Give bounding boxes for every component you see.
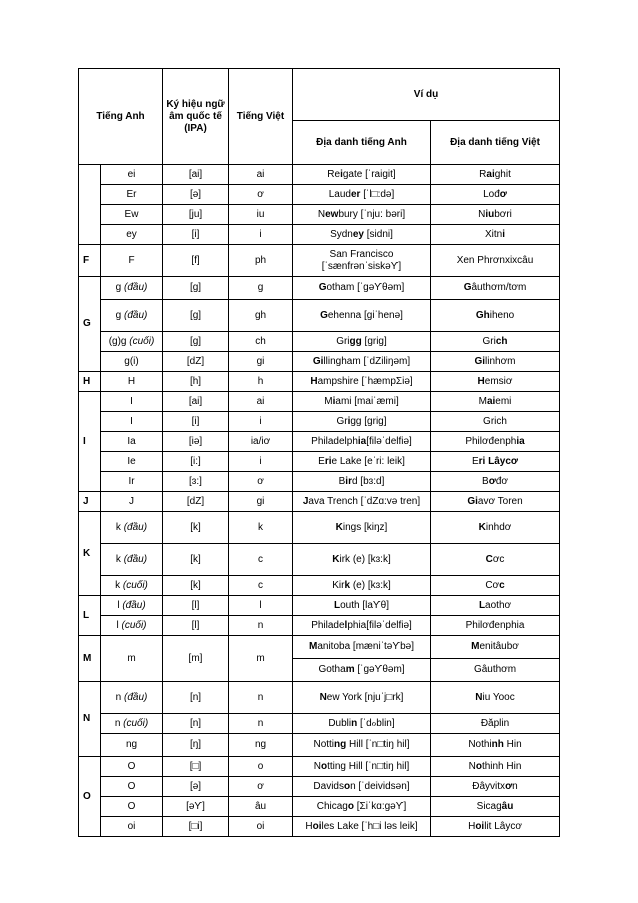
table-row: [79, 452, 560, 472]
place-en-cell: New York [njuˈj□rk]: [293, 682, 431, 714]
vietnamese-cell: âu: [229, 797, 293, 817]
phonetic-table: [78, 68, 560, 837]
ipa-cell: [k]: [163, 512, 229, 544]
table-row: [79, 636, 560, 659]
english-cell: k (đầu): [101, 512, 163, 544]
place-vi-cell: Kinhdơ: [431, 512, 560, 544]
table-row: [79, 817, 560, 837]
english-cell: Ia: [101, 432, 163, 452]
letter-cell: O: [79, 757, 101, 837]
table-row: [79, 734, 560, 757]
place-en-cell: Gotham [ˈgəƳθəm]: [293, 659, 431, 682]
vietnamese-cell: i: [229, 412, 293, 432]
ipa-cell: [ə]: [163, 185, 229, 205]
ipa-cell: [n]: [163, 682, 229, 714]
table-row: [79, 392, 560, 412]
place-en-cell: Philadelphia[filəˈdelfiə]: [293, 432, 431, 452]
vietnamese-cell: n: [229, 616, 293, 636]
place-vi-cell: Lođơ: [431, 185, 560, 205]
table-row: [79, 165, 560, 185]
ipa-cell: [dZ]: [163, 352, 229, 372]
english-cell: O: [101, 777, 163, 797]
place-vi-cell: Gilinhơm: [431, 352, 560, 372]
vietnamese-cell: c: [229, 576, 293, 596]
place-en-cell: Grigg [grig]: [293, 412, 431, 432]
vietnamese-cell: i: [229, 225, 293, 245]
place-vi-cell: Gâuthơm: [431, 659, 560, 682]
letter-cell: [79, 165, 101, 245]
english-cell: k (cuối): [101, 576, 163, 596]
place-en-cell: Notting Hill [ˈn□tiŋ hil]: [293, 757, 431, 777]
vietnamese-cell: ph: [229, 245, 293, 277]
vietnamese-cell: gi: [229, 492, 293, 512]
english-cell: Ir: [101, 472, 163, 492]
place-vi-cell: Menitâubơ: [431, 636, 560, 659]
place-vi-cell: Hemsiơ: [431, 372, 560, 392]
ipa-cell: [ŋ]: [163, 734, 229, 757]
place-en-cell: Manitoba [mæniˈtəƳbə]: [293, 636, 431, 659]
place-vi-cell: Hoilit Lâycơ: [431, 817, 560, 837]
table-row: [79, 332, 560, 352]
place-vi-cell: Grich: [431, 412, 560, 432]
vietnamese-cell: ai: [229, 165, 293, 185]
vietnamese-cell: iu: [229, 205, 293, 225]
place-vi-cell: Đâyvitxơn: [431, 777, 560, 797]
vietnamese-cell: o: [229, 757, 293, 777]
vietnamese-cell: c: [229, 544, 293, 576]
place-en-cell: Louth [laƳθ]: [293, 596, 431, 616]
vietnamese-cell: gi: [229, 352, 293, 372]
table-body: [79, 165, 560, 837]
place-vi-cell: Sicagâu: [431, 797, 560, 817]
header-place-vi: Địa danh tiếng Việt: [431, 121, 560, 165]
place-en-cell: San Francisco [ˈsænfrənˈsiskəƳ]: [293, 245, 431, 277]
ipa-cell: [i]: [163, 412, 229, 432]
place-vi-cell: Gâuthơm/tơm: [431, 277, 560, 300]
ipa-cell: [□]: [163, 757, 229, 777]
table-row: [79, 472, 560, 492]
place-vi-cell: Xitni: [431, 225, 560, 245]
place-en-cell: Kings [kiŋz]: [293, 512, 431, 544]
english-cell: ng: [101, 734, 163, 757]
table-row: [79, 300, 560, 332]
ipa-cell: [□i]: [163, 817, 229, 837]
place-en-cell: Lauder [ˈl□:də]: [293, 185, 431, 205]
letter-cell: H: [79, 372, 101, 392]
table-row: [79, 205, 560, 225]
table-row: [79, 596, 560, 616]
ipa-cell: [ɜ:]: [163, 472, 229, 492]
vietnamese-cell: ng: [229, 734, 293, 757]
english-cell: O: [101, 757, 163, 777]
place-vi-cell: Philơđenphia: [431, 432, 560, 452]
place-en-cell: Reigate [ˈraigit]: [293, 165, 431, 185]
table-row: [79, 576, 560, 596]
ipa-cell: [n]: [163, 714, 229, 734]
place-vi-cell: Niubơri: [431, 205, 560, 225]
vietnamese-cell: g: [229, 277, 293, 300]
vietnamese-cell: ơ: [229, 185, 293, 205]
vietnamese-cell: n: [229, 714, 293, 734]
place-en-cell: Grigg [grig]: [293, 332, 431, 352]
header-ipa: Ký hiệu ngữ âm quốc tế (IPA): [163, 69, 229, 165]
place-vi-cell: Niu Yooc: [431, 682, 560, 714]
letter-cell: K: [79, 512, 101, 596]
ipa-cell: [l]: [163, 616, 229, 636]
place-vi-cell: Raighit: [431, 165, 560, 185]
place-en-cell: Chicago [Σiˈkɑ:gəƳ]: [293, 797, 431, 817]
english-cell: F: [101, 245, 163, 277]
ipa-cell: [m]: [163, 636, 229, 682]
table-row: [79, 432, 560, 452]
table-row: [79, 492, 560, 512]
place-en-cell: Newbury [ˈnju: bəri]: [293, 205, 431, 225]
english-cell: J: [101, 492, 163, 512]
english-cell: ey: [101, 225, 163, 245]
table-row: [79, 616, 560, 636]
english-cell: l (cuối): [101, 616, 163, 636]
vietnamese-cell: ơ: [229, 777, 293, 797]
table-row: [79, 757, 560, 777]
english-cell: g(i): [101, 352, 163, 372]
place-en-cell: Kirk (e) [kɜ:k]: [293, 576, 431, 596]
table-row: [79, 352, 560, 372]
place-vi-cell: Philơđenphia: [431, 616, 560, 636]
ipa-cell: [g]: [163, 332, 229, 352]
ipa-cell: [əƳ]: [163, 797, 229, 817]
ipa-cell: [ju]: [163, 205, 229, 225]
table-row: [79, 797, 560, 817]
place-en-cell: Davidson [ˈdeividsən]: [293, 777, 431, 797]
ipa-cell: [g]: [163, 277, 229, 300]
place-en-cell: Miami [maiˈæmi]: [293, 392, 431, 412]
english-cell: I: [101, 392, 163, 412]
ipa-cell: [dZ]: [163, 492, 229, 512]
letter-cell: L: [79, 596, 101, 636]
header-examples: Ví dụ: [293, 69, 560, 121]
vietnamese-cell: h: [229, 372, 293, 392]
vietnamese-cell: ch: [229, 332, 293, 352]
place-en-cell: Dublin [ˈdℴblin]: [293, 714, 431, 734]
vietnamese-cell: gh: [229, 300, 293, 332]
table-row: [79, 714, 560, 734]
ipa-cell: [l]: [163, 596, 229, 616]
english-cell: oi: [101, 817, 163, 837]
english-cell: m: [101, 636, 163, 682]
place-vi-cell: Nothinh Hin: [431, 757, 560, 777]
vietnamese-cell: n: [229, 682, 293, 714]
ipa-cell: [ai]: [163, 392, 229, 412]
english-cell: g (đầu): [101, 300, 163, 332]
place-en-cell: Hoiles Lake [ˈh□i ləs leik]: [293, 817, 431, 837]
english-cell: g (đầu): [101, 277, 163, 300]
place-vi-cell: Maiemi: [431, 392, 560, 412]
ipa-cell: [i]: [163, 225, 229, 245]
place-en-cell: Philadelphia[filəˈdelfiə]: [293, 616, 431, 636]
vietnamese-cell: oi: [229, 817, 293, 837]
place-vi-cell: Đăplin: [431, 714, 560, 734]
table-row: [79, 412, 560, 432]
vietnamese-cell: ia/iơ: [229, 432, 293, 452]
place-vi-cell: Ghiheno: [431, 300, 560, 332]
place-vi-cell: Nothinh Hin: [431, 734, 560, 757]
place-en-cell: Java Trench [ˈdZɑ:və tren]: [293, 492, 431, 512]
english-cell: Er: [101, 185, 163, 205]
english-cell: k (đầu): [101, 544, 163, 576]
table-row: [79, 225, 560, 245]
header-vietnamese: Tiếng Việt: [229, 69, 293, 165]
place-vi-cell: Laothơ: [431, 596, 560, 616]
place-vi-cell: Eri Lâycơ: [431, 452, 560, 472]
header-english: Tiếng Anh: [79, 69, 163, 165]
place-en-cell: Erie Lake [eˈri: leik]: [293, 452, 431, 472]
table-row: [79, 372, 560, 392]
ipa-cell: [ai]: [163, 165, 229, 185]
place-en-cell: Notting Hill [ˈn□tiŋ hil]: [293, 734, 431, 757]
table-row: [79, 277, 560, 300]
ipa-cell: [iə]: [163, 432, 229, 452]
letter-cell: J: [79, 492, 101, 512]
letter-cell: I: [79, 392, 101, 492]
english-cell: l (đầu): [101, 596, 163, 616]
ipa-cell: [i:]: [163, 452, 229, 472]
english-cell: n (cuối): [101, 714, 163, 734]
letter-cell: N: [79, 682, 101, 757]
table-row: [79, 512, 560, 544]
ipa-cell: [h]: [163, 372, 229, 392]
letter-cell: G: [79, 277, 101, 372]
english-cell: (g)g (cuối): [101, 332, 163, 352]
letter-cell: M: [79, 636, 101, 682]
place-en-cell: Gotham [ˈgəƳθəm]: [293, 277, 431, 300]
place-en-cell: Bird [bɜ:d]: [293, 472, 431, 492]
english-cell: O: [101, 797, 163, 817]
ipa-cell: [f]: [163, 245, 229, 277]
table-row: [79, 682, 560, 714]
place-en-cell: Sydney [sidni]: [293, 225, 431, 245]
place-vi-cell: Bơđơ: [431, 472, 560, 492]
english-cell: n (đầu): [101, 682, 163, 714]
english-cell: I: [101, 412, 163, 432]
place-en-cell: Kirk (e) [kɜ:k]: [293, 544, 431, 576]
english-cell: H: [101, 372, 163, 392]
vietnamese-cell: m: [229, 636, 293, 682]
table-row: [79, 544, 560, 576]
vietnamese-cell: ai: [229, 392, 293, 412]
ipa-cell: [g]: [163, 300, 229, 332]
place-en-cell: Gehenna [giˈhenə]: [293, 300, 431, 332]
place-vi-cell: Giavơ Toren: [431, 492, 560, 512]
place-vi-cell: Cơc: [431, 576, 560, 596]
vietnamese-cell: l: [229, 596, 293, 616]
table-row: [79, 777, 560, 797]
header-place-en: Địa danh tiếng Anh: [293, 121, 431, 165]
ipa-cell: [k]: [163, 544, 229, 576]
english-cell: Ew: [101, 205, 163, 225]
english-cell: ei: [101, 165, 163, 185]
vietnamese-cell: ơ: [229, 472, 293, 492]
english-cell: Ie: [101, 452, 163, 472]
vietnamese-cell: k: [229, 512, 293, 544]
letter-cell: F: [79, 245, 101, 277]
vietnamese-cell: i: [229, 452, 293, 472]
ipa-cell: [k]: [163, 576, 229, 596]
place-vi-cell: Grich: [431, 332, 560, 352]
place-en-cell: Gillingham [ˈdZiliŋəm]: [293, 352, 431, 372]
place-vi-cell: Xen Phrơnxixcâu: [431, 245, 560, 277]
place-en-cell: Hampshire [ˈhæmpΣiə]: [293, 372, 431, 392]
table-row: [79, 245, 560, 277]
table-row: [79, 185, 560, 205]
place-vi-cell: Cơc: [431, 544, 560, 576]
ipa-cell: [ə]: [163, 777, 229, 797]
